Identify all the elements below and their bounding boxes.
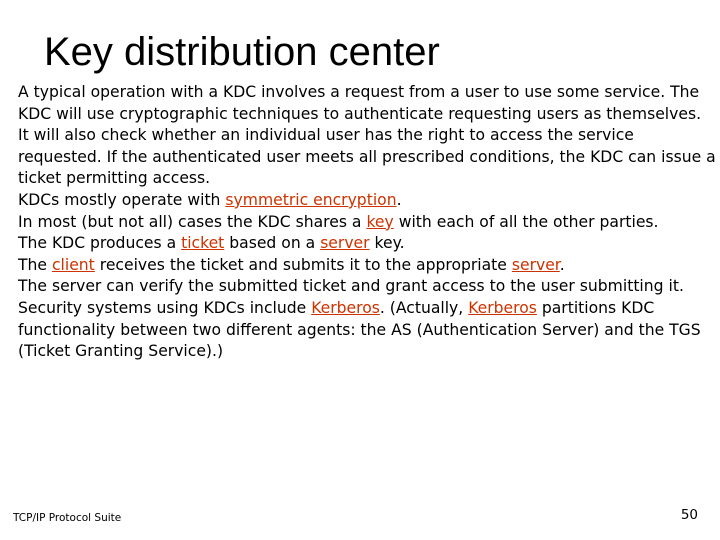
paragraph-text: The <box>18 255 52 274</box>
paragraph-shared-key <box>18 212 716 234</box>
paragraph-text: The server can verify the submitted ticket and grant access to the user submitting it. <box>18 277 684 296</box>
paragraph-text: The KDC produces a <box>18 234 182 253</box>
link-client[interactable]: client <box>51 255 95 274</box>
paragraph-text: based on a <box>224 234 321 253</box>
paragraph-text: In most (but not all) cases the KDC shares a <box>18 212 367 231</box>
paragraph-text: Security systems using KDCs include <box>18 298 312 317</box>
link-server[interactable]: server <box>511 255 560 274</box>
paragraph-text: . (Actually, <box>379 298 469 317</box>
link-ticket[interactable]: ticket <box>181 234 225 253</box>
paragraph-kdc-operation <box>18 82 716 190</box>
slide-body <box>18 82 716 363</box>
paragraph-text: . <box>396 190 402 209</box>
page-number: 50 <box>680 507 698 523</box>
link-symmetric-encryption[interactable]: symmetric encryption <box>225 190 397 209</box>
link-server[interactable]: server <box>320 234 370 253</box>
paragraph-ticket <box>18 233 716 255</box>
paragraph-text: partitions KDC functionality between two different agents: the AS (Authentication Server) and the TGS (Ticket Granting Service).) <box>18 298 701 361</box>
paragraph-text: A typical operation with a KDC involves a request from a user to use some service. The KDC will use cryptographic techniques to authenticate requesting users as themselves. It will also check whether an individual user has the right to access the service requested. If the authenticated user meets all prescribed conditions, the KDC can issue a ticket permitting access. <box>18 83 716 188</box>
link-kerberos[interactable]: Kerberos <box>468 298 537 317</box>
footer-text: TCP/IP Protocol Suite <box>13 512 122 524</box>
paragraph-text: receives the ticket and submits it to the appropriate <box>94 255 512 274</box>
paragraph-text: KDCs mostly operate with <box>18 190 226 209</box>
slide-title: Key distribution center <box>44 30 440 74</box>
paragraph-text: . <box>559 255 565 274</box>
paragraph-text: with each of all the other parties. <box>393 212 659 231</box>
paragraph-client <box>18 255 716 277</box>
paragraph-kerberos <box>18 298 716 363</box>
paragraph-symmetric-encryption <box>18 190 716 212</box>
paragraph-text: key. <box>369 234 405 253</box>
link-kerberos[interactable]: Kerberos <box>311 298 380 317</box>
link-key[interactable]: key <box>366 212 394 231</box>
paragraph-server-verify <box>18 276 716 298</box>
